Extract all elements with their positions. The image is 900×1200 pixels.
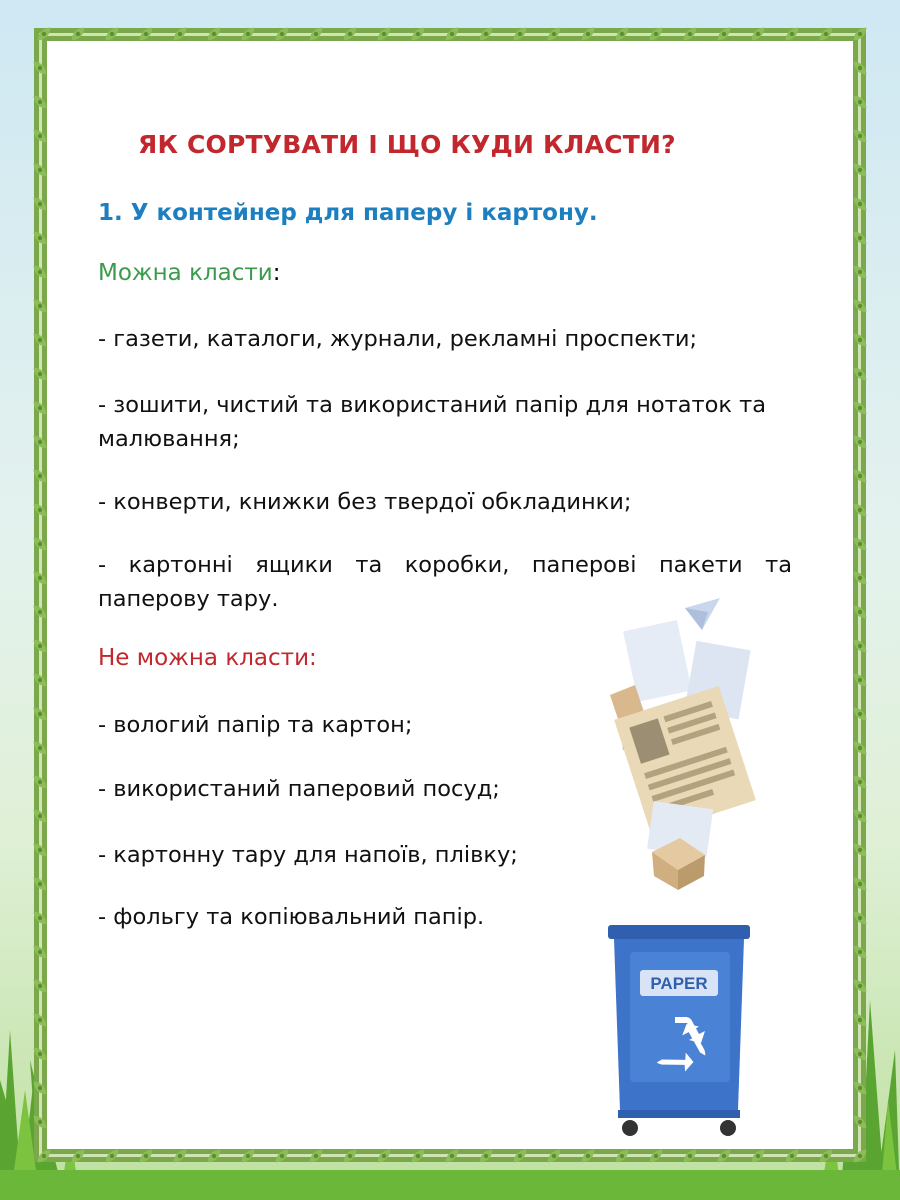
section-heading: 1. У контейнер для паперу і картону. <box>98 200 598 226</box>
forbidden-item: - вологий папір та картон; <box>98 712 413 738</box>
allowed-item: - зошити, чистий та використаний папір для нотаток та малювання; <box>98 392 767 452</box>
allowed-colon: : <box>272 260 281 286</box>
forbidden-item: - використаний паперовий посуд; <box>98 776 500 802</box>
allowed-heading <box>98 260 281 286</box>
recycling-bin <box>608 925 750 1136</box>
bin-label: PAPER <box>650 974 708 993</box>
paper-recycling-illustration <box>590 590 780 1150</box>
paper-airplane-icon <box>685 598 720 630</box>
wheel-icon <box>720 1120 736 1136</box>
allowed-item: - картонні ящики та коробки, паперові пакети та паперову тару. <box>98 552 792 612</box>
allowed-label: Можна класти <box>98 260 273 286</box>
forbidden-heading: Не можна класти: <box>98 645 317 671</box>
page-title: ЯК СОРТУВАТИ І ЩО КУДИ КЛАСТИ? <box>138 130 676 159</box>
allowed-item: - газети, каталоги, журнали, рекламні проспекти; <box>98 326 698 352</box>
forbidden-item: - картонну тару для напоїв, плівку; <box>98 842 518 868</box>
allowed-item: - конверти, книжки без твердої обкладинки; <box>98 489 632 515</box>
forbidden-item: - фольгу та копіювальний папір. <box>98 904 485 930</box>
wheel-icon <box>622 1120 638 1136</box>
